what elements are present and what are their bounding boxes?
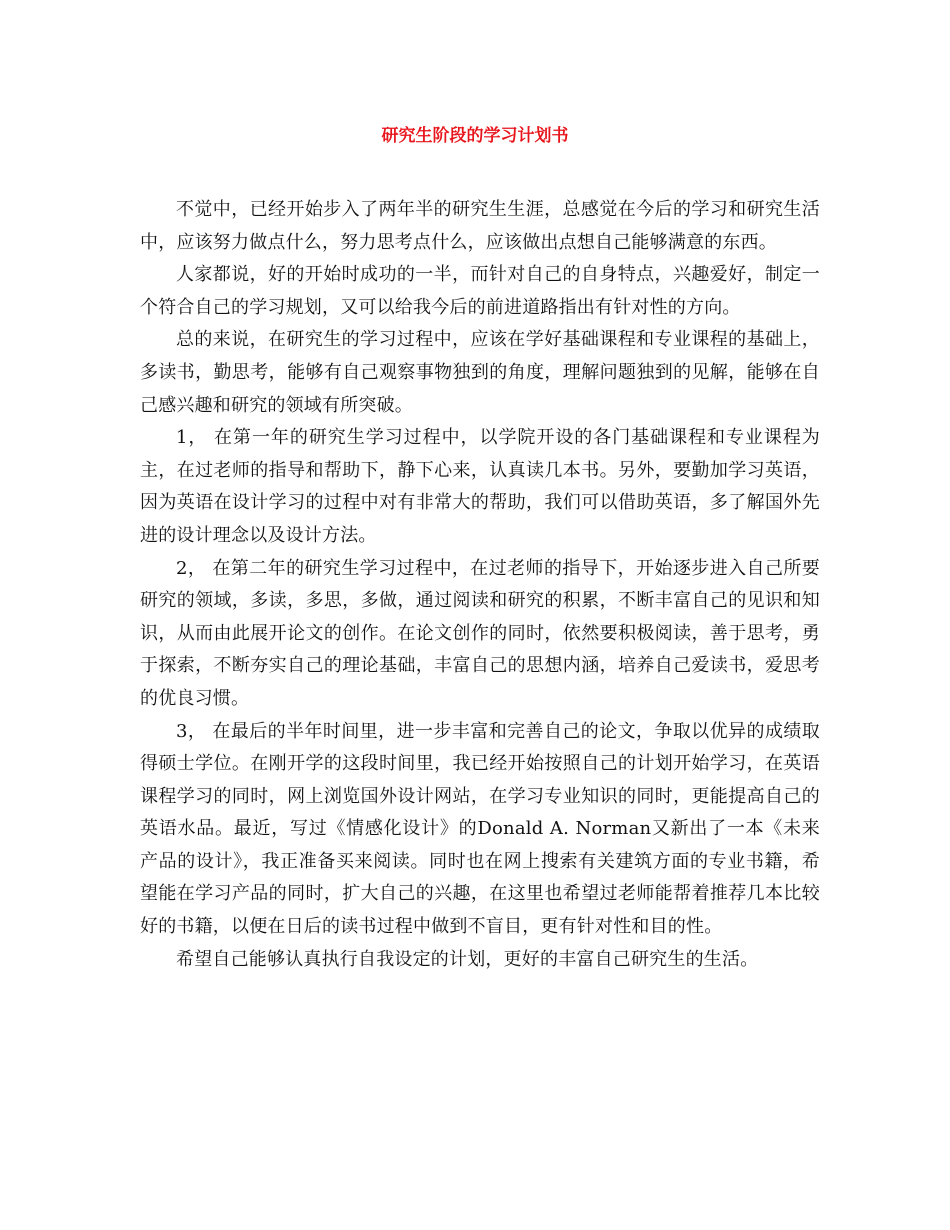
paragraph-final-half-year: 3， 在最后的半年时间里，进一步丰富和完善自己的论文，争取以优异的成绩取得硕士学位。在刚开学的这段时间里，我已经开始按照自己的计划开始学习，在英语课程学习的同时，网上浏览国外设计网站，在学习专业知识的同时，更能提高自己的英语水品。最近，写过《情感化设计》的Donald A. Norman又新出了一本《未来产品的设计》，我正准备买来阅读。同时也在网上搜索有关建筑方面的专业书籍，希望能在学习产品的同时，扩大自己的兴趣，在这里也希望过老师能帮着推荐几本比较好的书籍，以便在日后的读书过程中做到不盲目，更有针对性和目的性。 <box>140 720 820 938</box>
document-body <box>140 194 820 976</box>
document-title: 研究生阶段的学习计划书 <box>381 126 569 146</box>
paragraph-planning: 人家都说，好的开始时成功的一半，而针对自己的自身特点，兴趣爱好，制定一个符合自己的学习规划，又可以给我今后的前进道路指出有针对性的方向。 <box>140 264 820 318</box>
paragraph-year-one: 1， 在第一年的研究生学习过程中，以学院开设的各门基础课程和专业课程为主，在过老师的指导和帮助下，静下心来，认真读几本书。另外，要勤加学习英语，因为英语在设计学习的过程中对有非常大的帮助，我们可以借助英语，多了解国外先进的设计理念以及设计方法。 <box>140 427 820 546</box>
paragraph-summary: 总的来说，在研究生的学习过程中，应该在学好基础课程和专业课程的基础上，多读书，勤思考，能够有自己观察事物独到的角度，理解问题独到的见解，能够在自己感兴趣和研究的领域有所突破。 <box>140 329 820 416</box>
paragraph-year-two: 2， 在第二年的研究生学习过程中，在过老师的指导下，开始逐步进入自己所要研究的领域，多读，多思，多做，通过阅读和研究的积累，不断丰富自己的见识和知识，从而由此展开论文的创作。在论文创作的同时，依然要积极阅读，善于思考，勇于探索，不断夯实自己的理论基础，丰富自己的思想内涵，培养自己爱读书，爱思考的优良习惯。 <box>140 557 820 709</box>
paragraph-intro: 不觉中，已经开始步入了两年半的研究生生涯，总感觉在今后的学习和研究生活中，应该努力做点什么，努力思考点什么，应该做出点想自己能够满意的东西。 <box>140 199 820 253</box>
paragraph-closing: 希望自己能够认真执行自我设定的计划，更好的丰富自己研究生的生活。 <box>176 948 759 970</box>
